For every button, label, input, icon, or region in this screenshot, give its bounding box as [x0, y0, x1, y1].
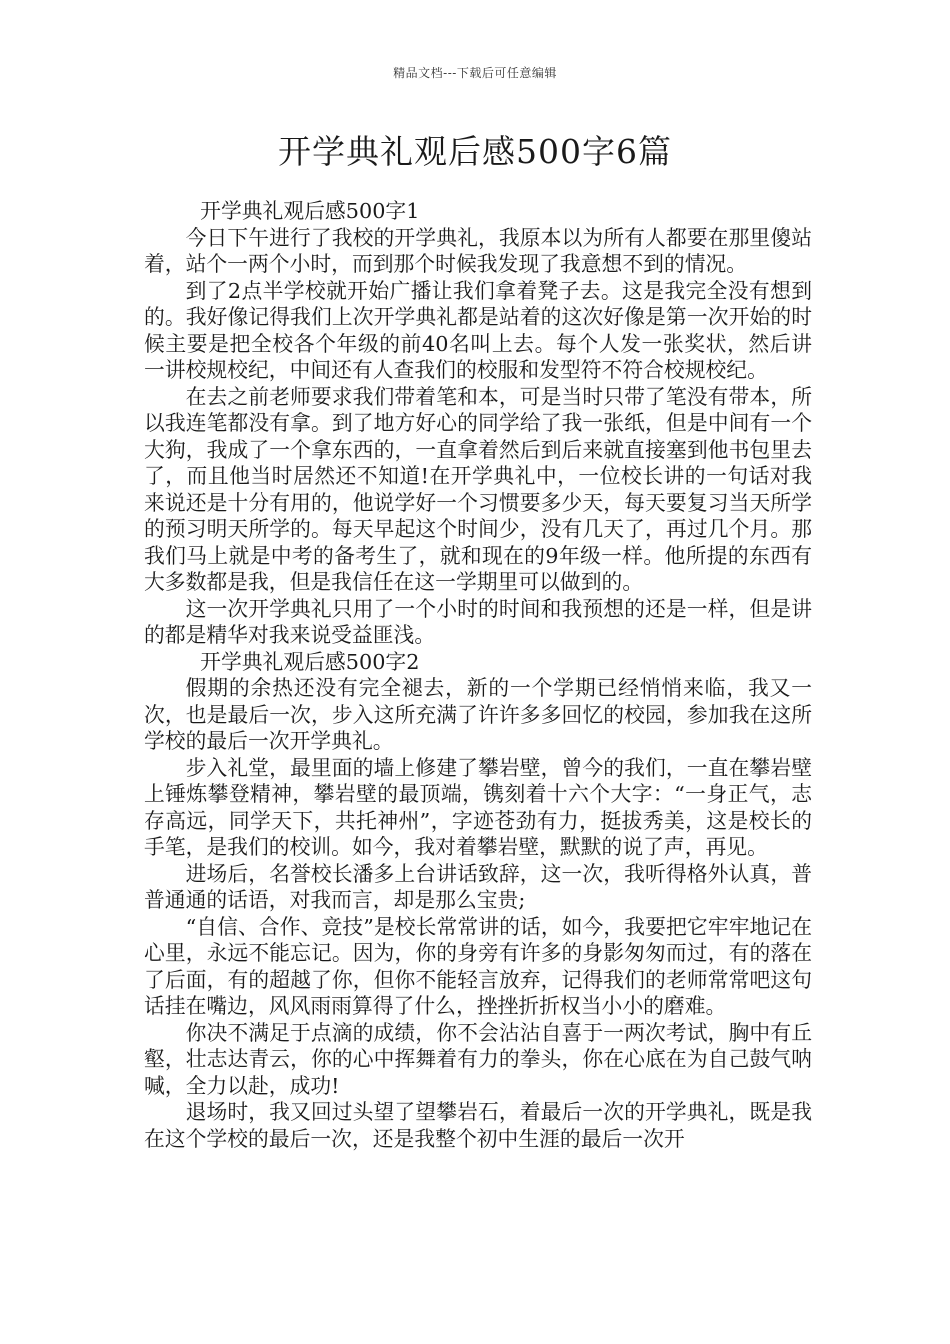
body-paragraph: 到了2点半学校就开始广播让我们拿着凳子去。这是我完全没有想到的。我好像记得我们上次开学典礼都是站着的这次好像是第一次开始的时候主要是把全校各个年级的前40名叫上去。每个人发一张奖状，然后讲一讲校规校纪，中间还有人查我们的校服和发型符不符合校规校纪。: [144, 278, 812, 382]
body-paragraph: 今日下午进行了我校的开学典礼，我原本以为所有人都要在那里傻站着，站个一两个小时，而到那个时候我发现了我意想不到的情况。: [144, 225, 812, 276]
body-paragraph: 在去之前老师要求我们带着笔和本，可是当时只带了笔没有带本，所以我连笔都没有拿。到了地方好心的同学给了我一张纸，但是中间有一个大狗，我成了一个拿东西的，一直拿着然后到后来就直接塞到他书包里去了，而且他当时居然还不知道!在开学典礼中，一位校长讲的一句话对我来说还是十分有用的，他说学好一个习惯要多少天，每天要复习当天所学的预习明天所学的。每天早起这个时间少，没有几天了，再过几个月。那我们马上就是中考的备考生了，就和现在的9年级一样。他所提的东西有大多数都是我，但是我信任在这一学期里可以做到的。: [144, 384, 812, 594]
document-body: [144, 198, 812, 1152]
body-paragraph: 这一次开学典礼只用了一个小时的时间和我预想的还是一样，但是讲的都是精华对我来说受益匪浅。: [144, 596, 812, 647]
body-paragraph: 步入礼堂，最里面的墙上修建了攀岩壁，曾今的我们，一直在攀岩壁上锤炼攀登精神，攀岩壁的最顶端，镌刻着十六个大字：“一身正气，志存高远，同学天下，共托神州”，字迹苍劲有力，挺拔秀美，这是校长的手笔，是我们的校训。如今，我对着攀岩壁，默默的说了声，再见。: [144, 755, 812, 859]
section-heading: 开学典礼观后感500字2: [200, 649, 420, 674]
body-paragraph: 你决不满足于点滴的成绩，你不会沾沾自喜于一两次考试，胸中有丘壑，壮志达青云，你的心中挥舞着有力的拳头，你在心底在为自己鼓气呐喊，全力以赴，成功!: [144, 1020, 812, 1098]
body-paragraph: 退场时，我又回过头望了望攀岩石，着最后一次的开学典礼，既是我在这个学校的最后一次，还是我整个初中生涯的最后一次开: [144, 1100, 812, 1151]
body-paragraph: 进场后，名誉校长潘多上台讲话致辞，这一次，我听得格外认真，普普通通的话语，对我而言，却是那么宝贵;: [144, 861, 812, 912]
body-paragraph: 假期的余热还没有完全褪去，新的一个学期已经悄悄来临，我又一次，也是最后一次，步入这所充满了许许多多回忆的校园，参加我在这所学校的最后一次开学典礼。: [144, 676, 812, 753]
body-paragraph: “自信、合作、竞技”是校长常常讲的话，如今，我要把它牢牢地记在心里，永远不能忘记。因为，你的身旁有许多的身影匆匆而过，有的落在了后面，有的超越了你，但你不能轻言放弃，记得我们的老师常常吧这句话挂在嘴边，风风雨雨算得了什么，挫挫折折权当小小的磨难。: [144, 914, 812, 1018]
header-note: 精品文档---下载后可任意编辑: [393, 66, 557, 80]
section-heading: 开学典礼观后感500字1: [200, 199, 420, 223]
document-title: 开学典礼观后感500字6篇: [278, 132, 672, 171]
